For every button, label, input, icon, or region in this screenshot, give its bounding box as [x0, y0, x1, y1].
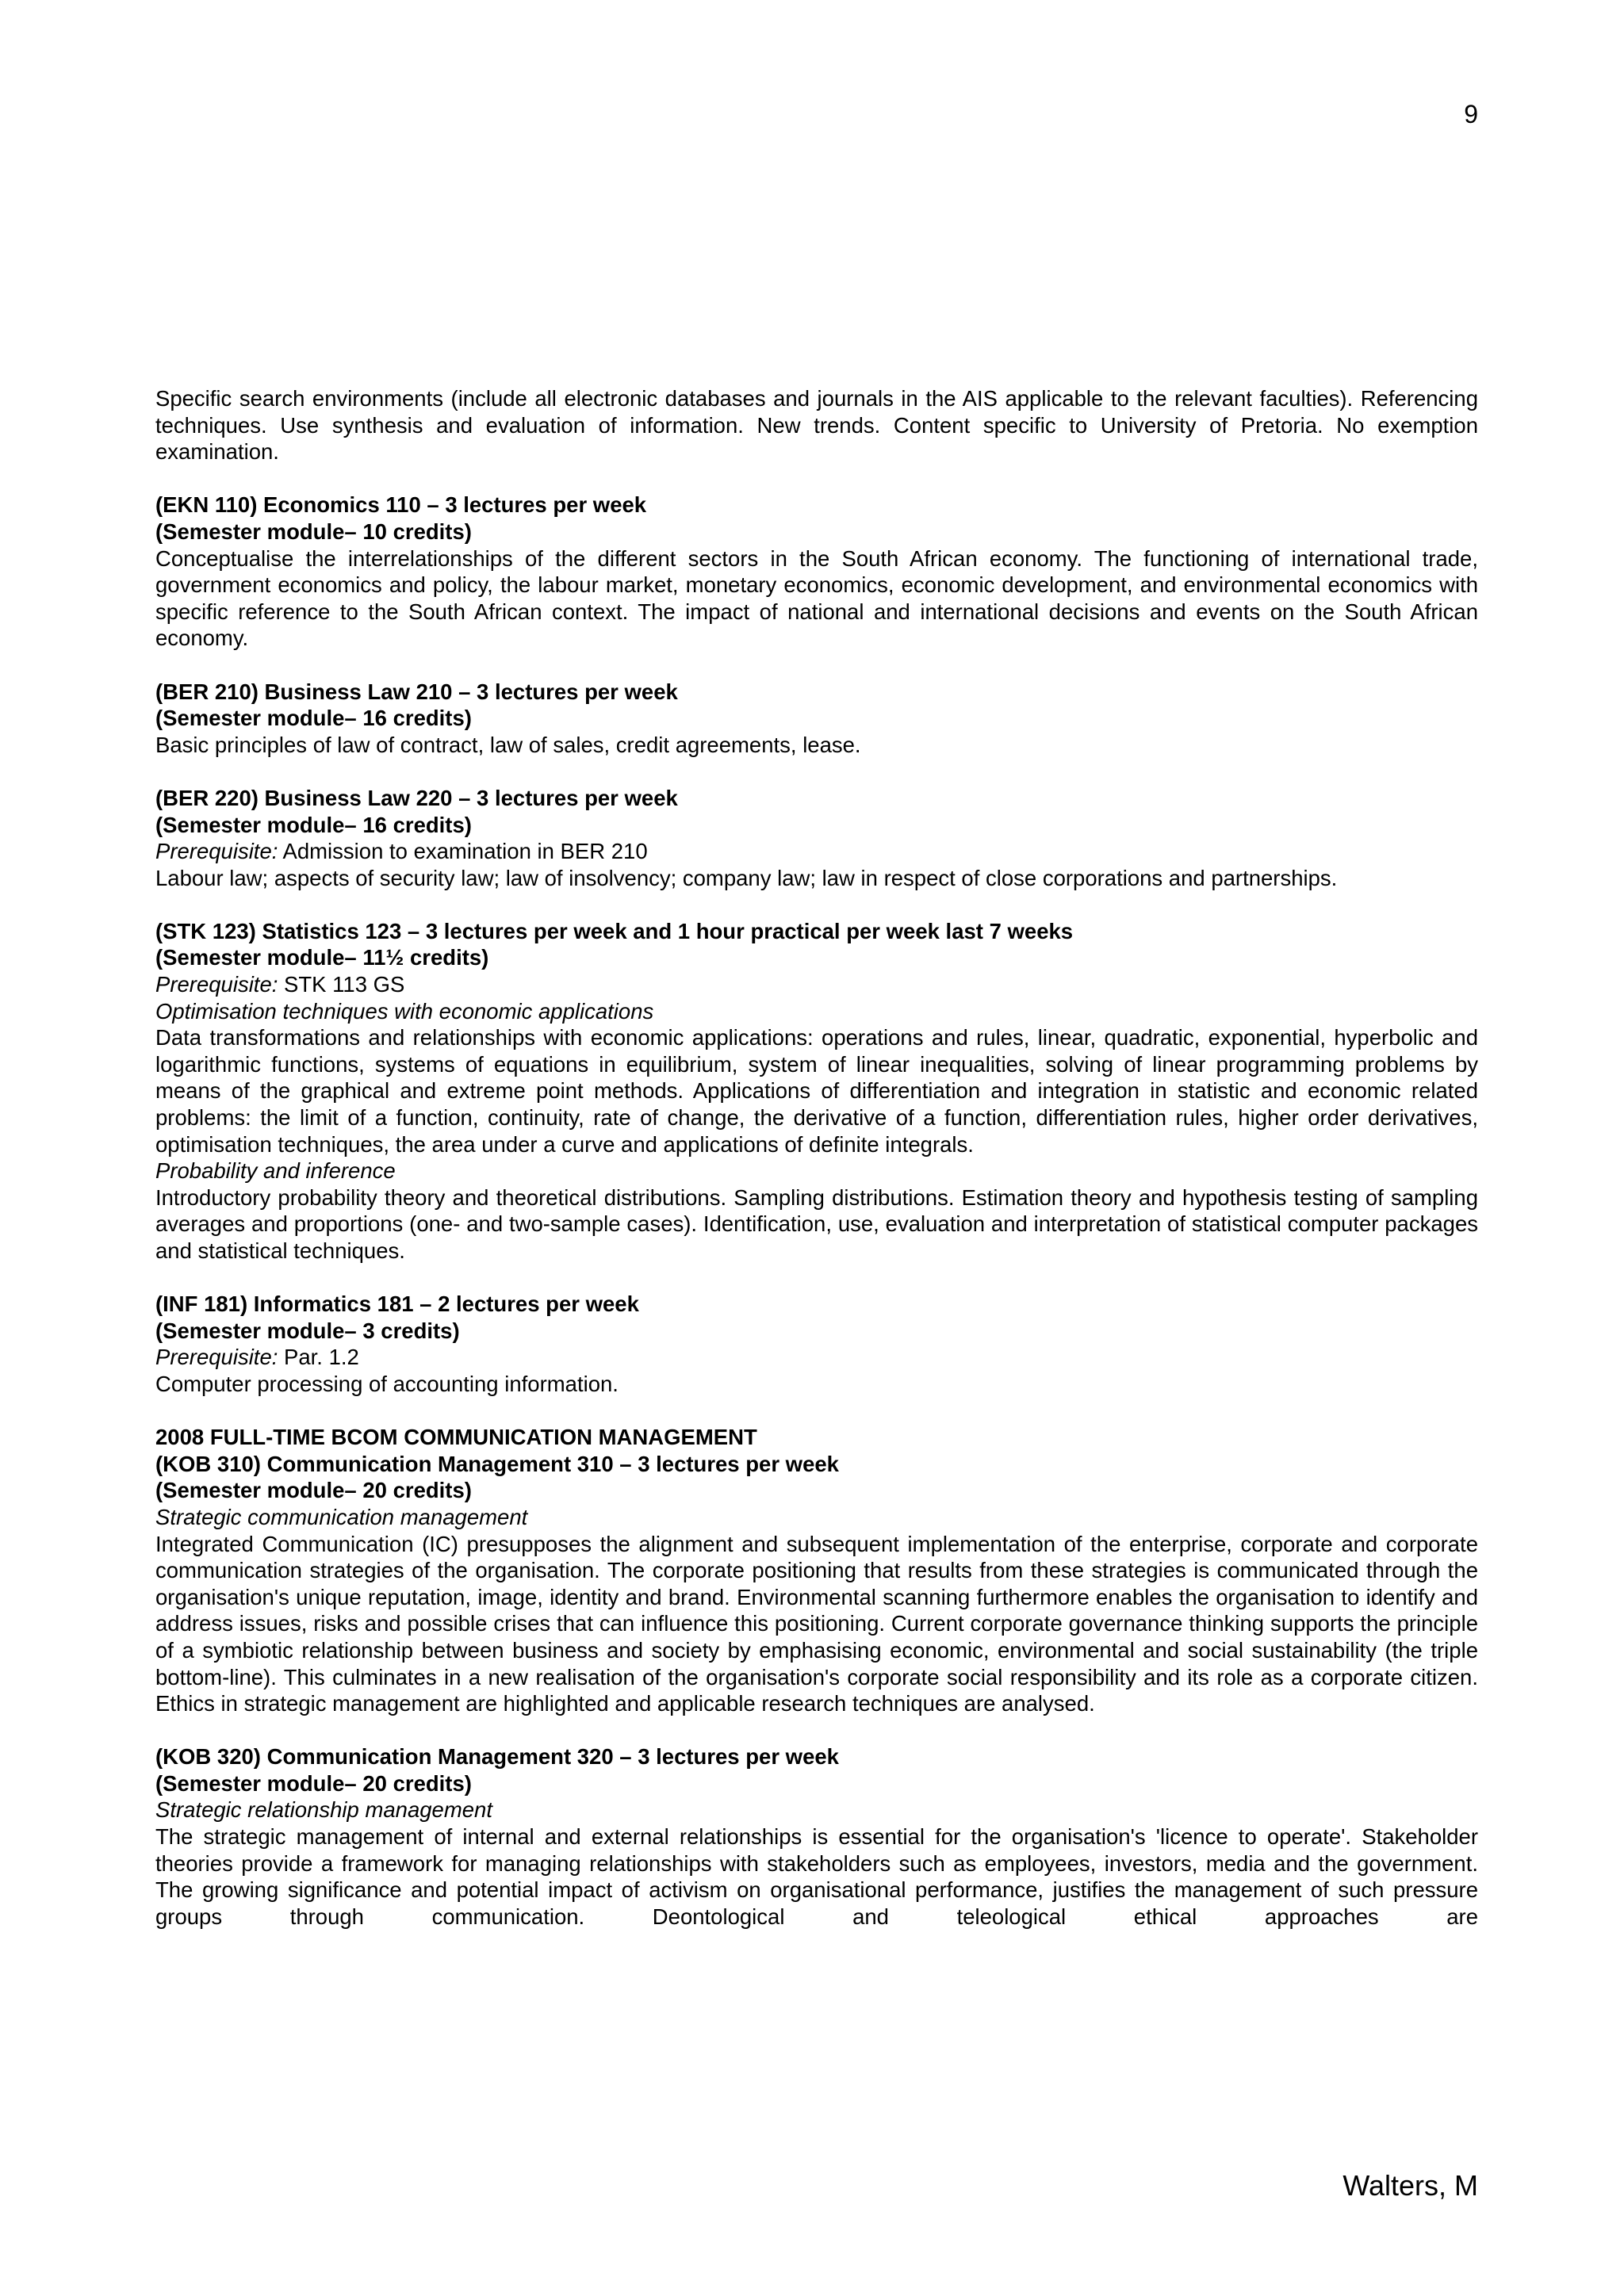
module-description: Integrated Communication (IC) presupposes the alignment and subsequent implementation of the enterprise, corporate and corporate communication strategies of the organisation. The corporate positioning that results from these strategies is communicated through the organisation's unique reputation, image, identity and brand. Environmental scanning furthermore enables the organisation to identify and address issues, risks and possible crises that can influence this positioning. Current corporate governance thinking supports the principle of a symbiotic relationship between business and society by emphasising economic, environmental and social sustainability (the triple bottom-line). This culminates in a new realisation of the organisation's corporate social responsibility and its role as a corporate citizen. Ethics in strategic management are highlighted and applicable research techniques are analysed.	[155, 1531, 1478, 1716]
section-heading: 2008 FULL-TIME BCOM COMMUNICATION MANAGEMENT	[155, 1425, 757, 1450]
prerequisite-value: Admission to examination in BER 210	[278, 839, 648, 864]
module-prerequisite	[155, 838, 1478, 865]
module-credits: (Semester module– 20 credits)	[155, 1770, 472, 1796]
module-inf181	[155, 1291, 1478, 1397]
module-description: Data transformations and relationships with economic applications: operations and rules, linear, quadratic, exponential, hyperbolic and logarithmic functions, systems of equations in equilibrium, system of linear inequalities, solving of linear programming problems by means of the graphical and extreme point methods. Applications of differentiation and integration in statistic and economic related problems: the limit of a function, continuity, rate of change, the derivative of a function, differentiation rules, higher order derivatives, optimisation techniques, the area under a curve and applications of definite integrals.	[155, 1025, 1478, 1157]
module-description: Conceptualise the interrelationships of the different sectors in the South African economy. The functioning of international trade, government economics and policy, the labour market, monetary economics, economic development, and environmental economics with specific reference to the South African context. The impact of national and international decisions and events on the South African economy.	[155, 545, 1478, 651]
module-subtitle: Strategic communication management	[155, 1504, 528, 1529]
module-title: (KOB 310) Communication Management 310 – 3 lectures per week	[155, 1451, 839, 1476]
module-description: Labour law; aspects of security law; law of insolvency; company law; law in respect of close corporations and partnerships.	[155, 865, 1338, 890]
module-credits: (Semester module– 20 credits)	[155, 1478, 472, 1503]
footer-author: Walters, M	[1342, 2169, 1478, 2202]
module-description: Basic principles of law of contract, law of sales, credit agreements, lease.	[155, 732, 861, 757]
module-credits: (Semester module– 10 credits)	[155, 519, 472, 544]
module-title: (STK 123) Statistics 123 – 3 lectures per week and 1 hour practical per week last 7 weeks	[155, 918, 1074, 943]
module-kob310	[155, 1451, 1478, 1717]
module-subtitle: Probability and inference	[155, 1158, 396, 1184]
intro-paragraph: Specific search environments (include all electronic databases and journals in the AIS applicable to the relevant faculties). Referencing techniques. Use synthesis and evaluation of information. New trends. Content specific to University of Pretoria. No exemption examination.	[155, 386, 1478, 465]
module-credits: (Semester module– 16 credits)	[155, 706, 472, 731]
module-title: (INF 181) Informatics 181 – 2 lectures per week	[155, 1292, 639, 1317]
module-credits: (Semester module– 11½ credits)	[155, 945, 489, 970]
module-description: Computer processing of accounting information.	[155, 1371, 619, 1396]
module-subtitle: Optimisation techniques with economic applications	[155, 998, 654, 1024]
module-ekn110	[155, 492, 1478, 652]
module-description: Introductory probability theory and theoretical distributions. Sampling distributions. Estimation theory and hypothesis testing of sampling averages and proportions (one- and two-sample cases). Identification, use, evaluation and interpretation of statistical computer packages and statistical techniques.	[155, 1184, 1478, 1263]
module-credits: (Semester module– 16 credits)	[155, 812, 472, 837]
prerequisite-label: Prerequisite:	[155, 839, 278, 864]
module-credits: (Semester module– 3 credits)	[155, 1318, 460, 1343]
module-subtitle: Strategic relationship management	[155, 1797, 492, 1823]
module-title: (KOB 320) Communication Management 320 – 3 lectures per week	[155, 1744, 839, 1770]
module-title: (BER 220) Business Law 220 – 3 lectures per week	[155, 785, 678, 810]
page-content	[155, 385, 1478, 1930]
module-prerequisite	[155, 971, 1478, 998]
prerequisite-label: Prerequisite:	[155, 972, 278, 997]
module-description: The strategic management of internal and external relationships is essential for the organisation's 'licence to operate'. Stakeholder theories provide a framework for managing relationships with stakeholders such as employees, investors, media and the government. The growing significance and potential impact of activism on organisational performance, justifies the management of such pressure groups through communication. Deontological and teleological ethical approaches are	[155, 1824, 1478, 1929]
intro-block	[155, 385, 1478, 465]
page-number: 9	[1464, 100, 1478, 128]
prerequisite-label: Prerequisite:	[155, 1345, 278, 1370]
module-title: (EKN 110) Economics 110 – 3 lectures per week	[155, 492, 647, 518]
module-stk123	[155, 918, 1478, 1265]
module-kob320	[155, 1743, 1478, 1930]
module-title: (BER 210) Business Law 210 – 3 lectures per week	[155, 679, 678, 704]
prerequisite-value: Par. 1.2	[278, 1345, 359, 1370]
module-ber210	[155, 679, 1478, 759]
module-prerequisite	[155, 1344, 1478, 1371]
prerequisite-value: STK 113 GS	[278, 972, 405, 997]
module-ber220	[155, 785, 1478, 891]
